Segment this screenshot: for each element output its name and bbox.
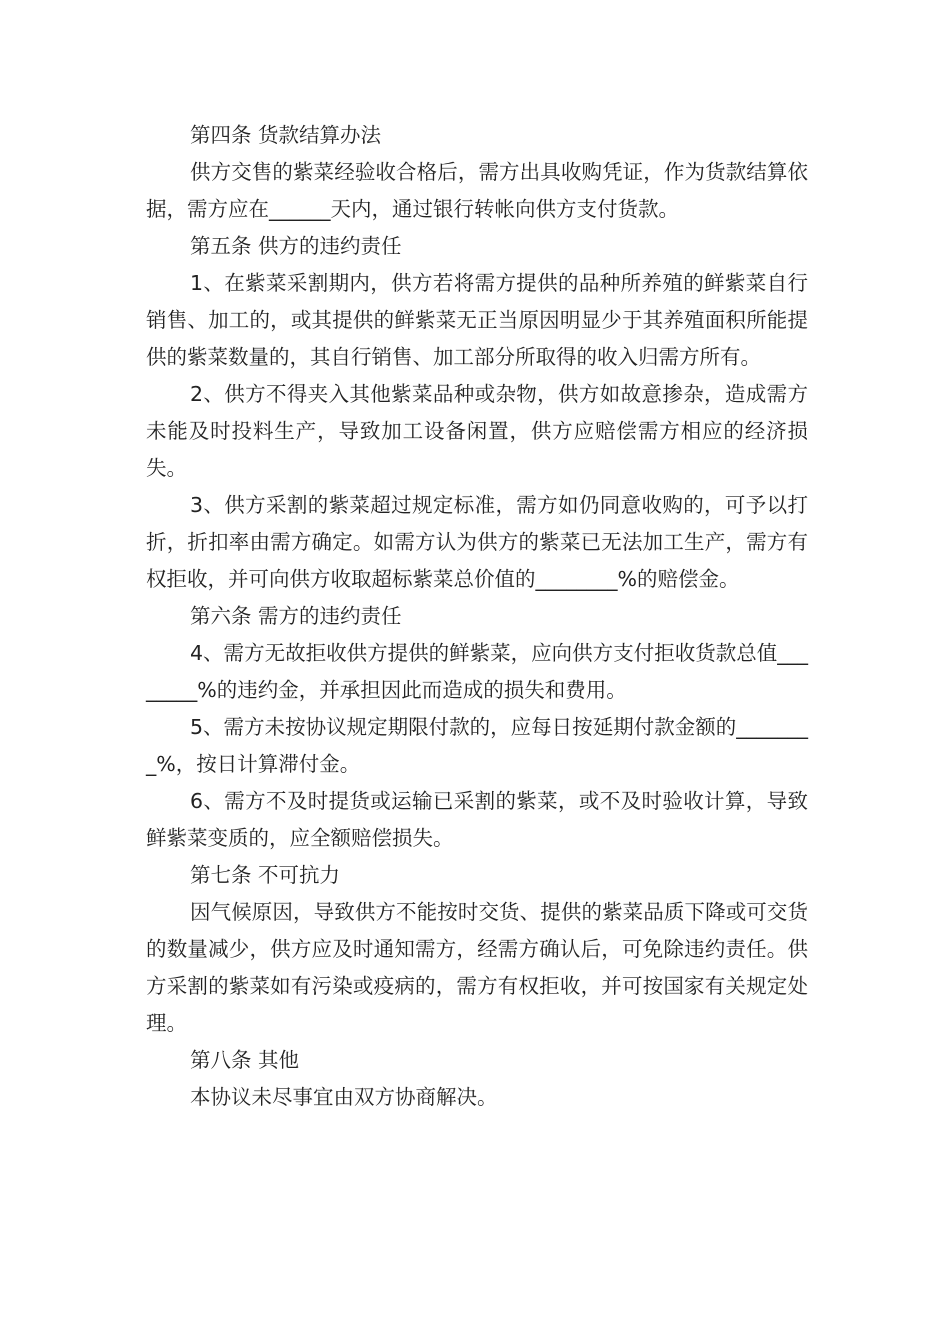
clause-3: 3、供方采割的紫菜超过规定标准，需方如仍同意收购的，可予以打折，折扣率由需方确定。如需方认为供方的紫菜已无法加工生产，需方有权拒收，并可向供方收取超标紫菜总价值的________%的赔偿金。: [146, 493, 808, 591]
clause-2: 2、供方不得夹入其他紫菜品种或杂物，供方如故意掺杂，造成需方未能及时投料生产，导致加工设备闲置，供方应赔偿需方相应的经济损失。: [146, 382, 808, 480]
document-body: [146, 117, 808, 1116]
section-heading-article-6: 第六条 需方的违约责任: [190, 604, 402, 628]
clause-6: 6、需方不及时提货或运输已采割的紫菜，或不及时验收计算，导致鲜紫菜变质的，应全额赔偿损失。: [146, 789, 808, 850]
clause-4: 4、需方无故拒收供方提供的鲜紫菜，应向供方支付拒收货款总值________%的违约金，并承担因此而造成的损失和费用。: [146, 641, 808, 702]
paragraph-payment-settlement: 供方交售的紫菜经验收合格后，需方出具收购凭证，作为货款结算依据，需方应在______天内，通过银行转帐向供方支付货款。: [146, 160, 808, 221]
section-heading-article-4: 第四条 货款结算办法: [190, 123, 382, 147]
paragraph-force-majeure: 因气候原因，导致供方不能按时交货、提供的紫菜品质下降或可交货的数量减少，供方应及时通知需方，经需方确认后，可免除违约责任。供方采割的紫菜如有污染或疫病的，需方有权拒收，并可按国家有关规定处理。: [146, 900, 808, 1035]
clause-5: 5、需方未按协议规定期限付款的，应每日按延期付款金额的________%，按日计算滞付金。: [146, 715, 808, 776]
paragraph-other: 本协议未尽事宜由双方协商解决。: [190, 1085, 498, 1109]
clause-1: 1、在紫菜采割期内，供方若将需方提供的品种所养殖的鲜紫菜自行销售、加工的，或其提供的鲜紫菜无正当原因明显少于其养殖面积所能提供的紫菜数量的，其自行销售、加工部分所取得的收入归需方所有。: [146, 271, 808, 369]
section-heading-article-5: 第五条 供方的违约责任: [190, 234, 402, 258]
section-heading-article-7: 第七条 不可抗力: [190, 863, 341, 887]
section-heading-article-8: 第八条 其他: [190, 1048, 300, 1072]
